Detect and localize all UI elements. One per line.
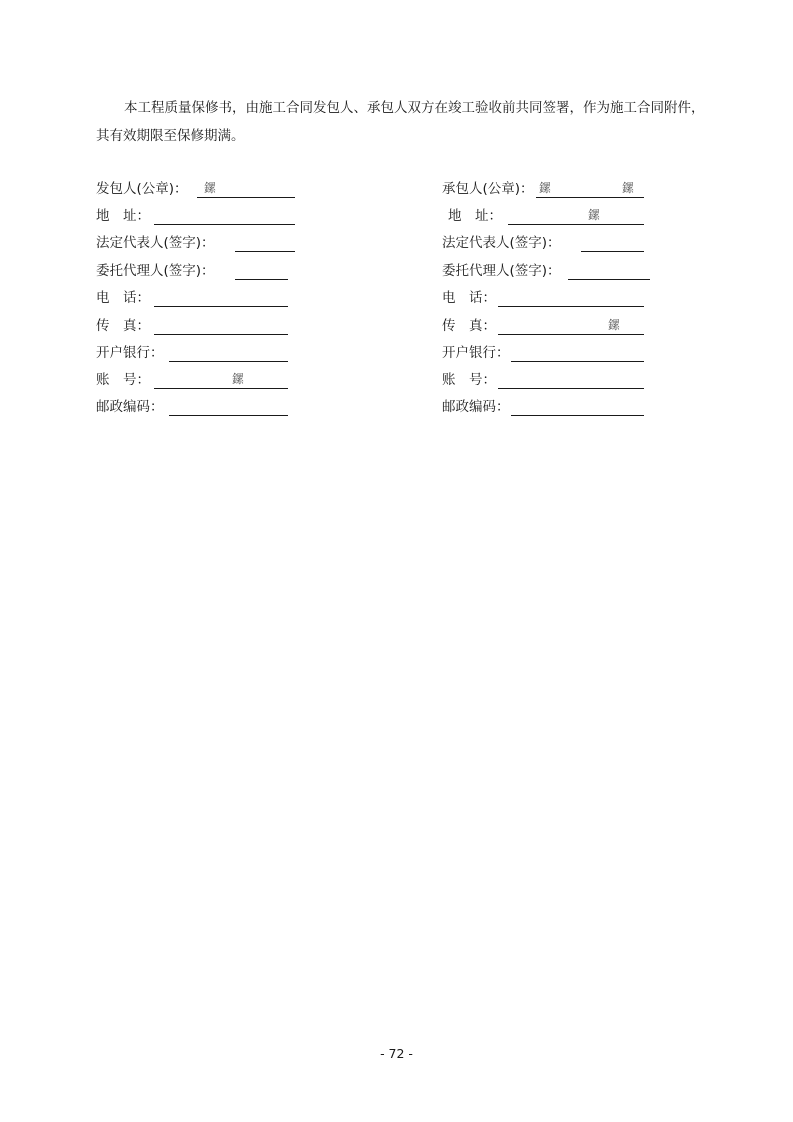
- employer-account-row: [96, 369, 306, 396]
- employer-seal-label: 发包人(公章)：: [96, 181, 188, 197]
- contractor-seal-row: [442, 178, 657, 205]
- employer-phone-label: 电 话：: [96, 290, 150, 306]
- contractor-agent-row: [442, 260, 657, 287]
- contractor-legal-rep-label: 法定代表人(签字)：: [442, 235, 561, 251]
- employer-legal-rep-label: 法定代表人(签字)：: [96, 235, 215, 251]
- employer-legal-rep-field[interactable]: [235, 232, 295, 252]
- contractor-legal-rep-field[interactable]: [581, 232, 644, 252]
- employer-bank-field[interactable]: [169, 342, 288, 362]
- contractor-account-field[interactable]: [498, 369, 644, 389]
- contractor-bank-field[interactable]: [511, 342, 644, 362]
- contractor-fax-label: 传 真：: [442, 318, 496, 334]
- employer-postcode-label: 邮政编码：: [96, 399, 164, 415]
- employer-postcode-field[interactable]: [169, 396, 288, 416]
- employer-legal-rep-row: [96, 232, 306, 259]
- employer-account-field[interactable]: [154, 369, 288, 389]
- contractor-postcode-field[interactable]: [511, 396, 644, 416]
- employer-fax-label: 传 真：: [96, 318, 150, 334]
- employer-postcode-row: [96, 396, 306, 423]
- contractor-postcode-row: [442, 396, 657, 423]
- employer-agent-row: [96, 260, 306, 287]
- contractor-address-value: 鏍: [588, 208, 601, 222]
- page-number: - 72 -: [380, 1046, 413, 1061]
- employer-fax-row: [96, 315, 306, 342]
- contractor-seal-value-a: 鏍: [539, 181, 552, 195]
- contractor-fax-field[interactable]: [498, 315, 644, 335]
- intro-line-2: 其有效期限至保修期满。: [96, 128, 245, 144]
- employer-phone-field[interactable]: [154, 287, 288, 307]
- contractor-account-label: 账 号：: [442, 372, 496, 388]
- contractor-legal-rep-row: [442, 232, 657, 259]
- contractor-bank-label: 开户银行：: [442, 345, 510, 361]
- employer-seal-value: 鏍: [204, 181, 217, 195]
- employer-account-label: 账 号：: [96, 372, 150, 388]
- employer-phone-row: [96, 287, 306, 314]
- employer-account-value: 鏍: [232, 372, 245, 386]
- contractor-fax-row: [442, 315, 657, 342]
- employer-agent-field[interactable]: [235, 260, 288, 280]
- contractor-postcode-label: 邮政编码：: [442, 399, 510, 415]
- employer-address-field[interactable]: [154, 205, 295, 225]
- contractor-phone-row: [442, 287, 657, 314]
- contractor-address-row: [442, 205, 657, 232]
- contractor-phone-label: 电 话：: [442, 290, 496, 306]
- employer-bank-label: 开户银行：: [96, 345, 164, 361]
- contractor-agent-field[interactable]: [568, 260, 650, 280]
- contractor-seal-value-b: 鏍: [622, 181, 635, 195]
- contractor-bank-row: [442, 342, 657, 369]
- contractor-agent-label: 委托代理人(签字)：: [442, 263, 561, 279]
- employer-agent-label: 委托代理人(签字)：: [96, 263, 215, 279]
- intro-line-1: 本工程质量保修书，由施工合同发包人、承包人双方在竣工验收前共同签署，作为施工合同附件，: [124, 100, 705, 116]
- contractor-address-field[interactable]: [508, 205, 644, 225]
- employer-address-row: [96, 205, 306, 232]
- employer-seal-row: [96, 178, 306, 205]
- intro-paragraph: [96, 94, 726, 150]
- employer-address-label: 地 址：: [96, 208, 150, 224]
- contractor-fax-value: 鏍: [608, 318, 621, 332]
- employer-bank-row: [96, 342, 306, 369]
- contractor-account-row: [442, 369, 657, 396]
- contractor-address-label: 地 址：: [448, 208, 502, 224]
- employer-fax-field[interactable]: [154, 315, 288, 335]
- contractor-seal-label: 承包人(公章)：: [442, 181, 534, 197]
- contractor-phone-field[interactable]: [498, 287, 644, 307]
